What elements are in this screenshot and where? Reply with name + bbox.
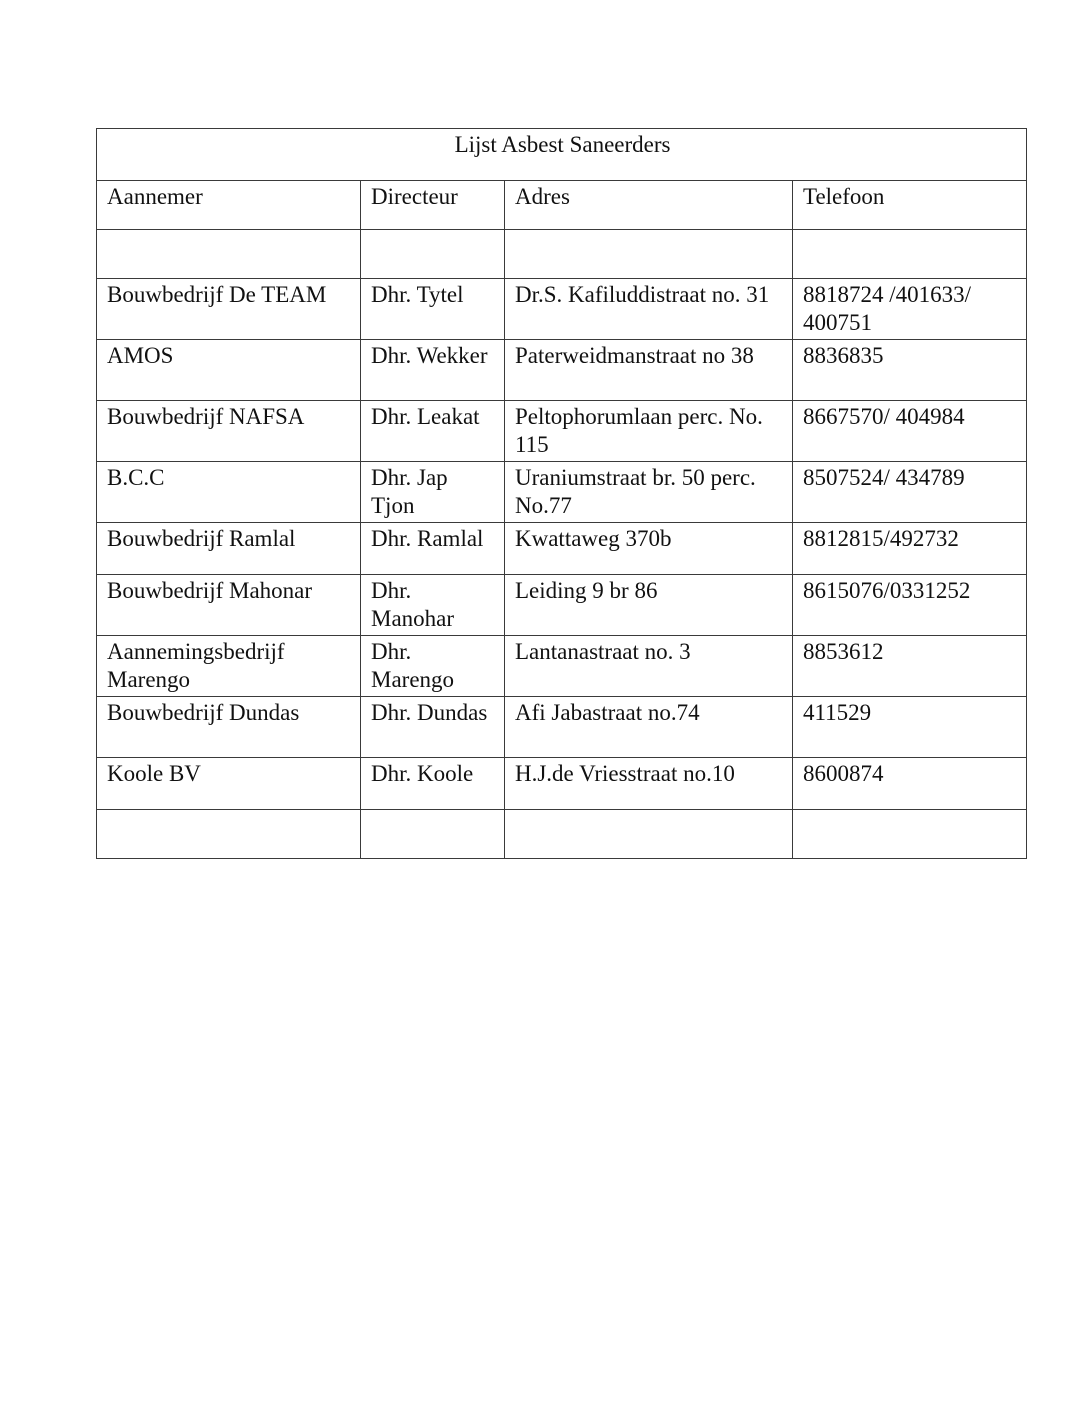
empty-cell <box>505 230 793 279</box>
cell-directeur: Dhr. Dundas <box>361 697 505 758</box>
cell-telefoon: 8812815/492732 <box>793 523 1027 575</box>
empty-row-top <box>97 230 1027 279</box>
header-aannemer: Aannemer <box>97 181 361 230</box>
table-row <box>97 523 1027 575</box>
cell-telefoon: 8600874 <box>793 758 1027 810</box>
cell-aannemer: Bouwbedrijf Mahonar <box>97 575 361 636</box>
table-row <box>97 340 1027 401</box>
empty-cell <box>793 810 1027 859</box>
empty-cell <box>793 230 1027 279</box>
table-row <box>97 401 1027 462</box>
empty-cell <box>97 230 361 279</box>
cell-directeur: Dhr. Jap Tjon <box>361 462 505 523</box>
cell-adres: H.J.de Vriesstraat no.10 <box>505 758 793 810</box>
cell-aannemer: Bouwbedrijf NAFSA <box>97 401 361 462</box>
cell-directeur: Dhr. Ramlal <box>361 523 505 575</box>
empty-row-bottom <box>97 810 1027 859</box>
empty-cell <box>361 810 505 859</box>
cell-aannemer: B.C.C <box>97 462 361 523</box>
cell-directeur: Dhr. Tytel <box>361 279 505 340</box>
cell-telefoon: 8615076/0331252 <box>793 575 1027 636</box>
cell-adres: Lantanastraat no. 3 <box>505 636 793 697</box>
cell-adres: Kwattaweg 370b <box>505 523 793 575</box>
empty-cell <box>505 810 793 859</box>
cell-directeur: Dhr. Marengo <box>361 636 505 697</box>
contractor-table <box>96 128 1027 859</box>
cell-telefoon: 8818724 /401633/ 400751 <box>793 279 1027 340</box>
cell-adres: Afi Jabastraat no.74 <box>505 697 793 758</box>
cell-aannemer: Aannemingsbedrijf Marengo <box>97 636 361 697</box>
table-row <box>97 636 1027 697</box>
cell-aannemer: Koole BV <box>97 758 361 810</box>
table-row <box>97 575 1027 636</box>
cell-adres: Leiding 9 br 86 <box>505 575 793 636</box>
cell-directeur: Dhr. Leakat <box>361 401 505 462</box>
cell-adres: Peltophorumlaan perc. No. 115 <box>505 401 793 462</box>
header-telefoon: Telefoon <box>793 181 1027 230</box>
empty-cell <box>97 810 361 859</box>
table-title: Lijst Asbest Saneerders <box>97 129 1027 181</box>
table-row <box>97 462 1027 523</box>
cell-directeur: Dhr. Wekker <box>361 340 505 401</box>
cell-aannemer: Bouwbedrijf Dundas <box>97 697 361 758</box>
empty-cell <box>361 230 505 279</box>
cell-telefoon: 411529 <box>793 697 1027 758</box>
cell-adres: Uraniumstraat br. 50 perc. No.77 <box>505 462 793 523</box>
cell-directeur: Dhr. Manohar <box>361 575 505 636</box>
cell-directeur: Dhr. Koole <box>361 758 505 810</box>
cell-telefoon: 8507524/ 434789 <box>793 462 1027 523</box>
cell-telefoon: 8853612 <box>793 636 1027 697</box>
cell-aannemer: AMOS <box>97 340 361 401</box>
cell-telefoon: 8836835 <box>793 340 1027 401</box>
header-directeur: Directeur <box>361 181 505 230</box>
cell-adres: Dr.S. Kafiluddistraat no. 31 <box>505 279 793 340</box>
cell-adres: Paterweidmanstraat no 38 <box>505 340 793 401</box>
table-title-row <box>97 129 1027 181</box>
cell-aannemer: Bouwbedrijf De TEAM <box>97 279 361 340</box>
cell-aannemer: Bouwbedrijf Ramlal <box>97 523 361 575</box>
table-row <box>97 697 1027 758</box>
header-adres: Adres <box>505 181 793 230</box>
table-row <box>97 279 1027 340</box>
cell-telefoon: 8667570/ 404984 <box>793 401 1027 462</box>
table-row <box>97 758 1027 810</box>
table-header-row <box>97 181 1027 230</box>
